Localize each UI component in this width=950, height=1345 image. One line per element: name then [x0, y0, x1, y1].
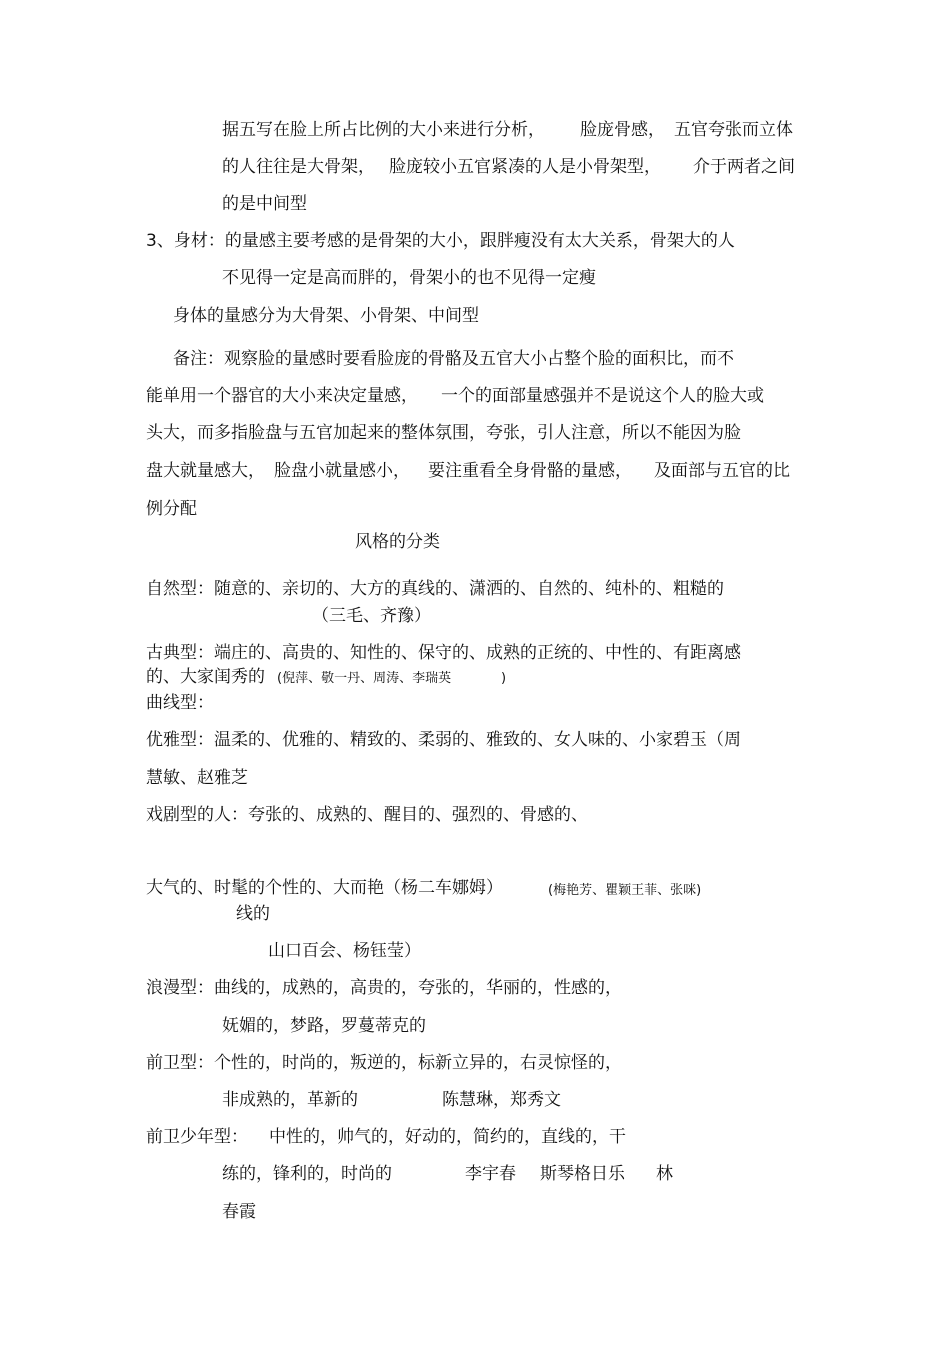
note-paragraph: 备注：观察脸的量感时要看脸庞的骨骼及五官大小占整个脸的面积比，而不	[173, 349, 734, 369]
text-line: 能单用一个器官的大小来决定量感， 一个的面部量感强并不是说这个人的脸大或	[146, 386, 764, 406]
section-title: 风格的分类	[355, 532, 440, 552]
text-line: 盘大就量感大， 脸盘小就量感小， 要注重看全身骨骼的量感， 及面部与五官的比	[146, 461, 790, 481]
style-curve: 曲线型：	[146, 693, 214, 713]
text-line: 的人往往是大骨架， 脸庞较小五官紧凑的人是小骨架型， 介于两者之间	[222, 157, 795, 177]
text-line: 妩媚的，梦路，罗蔓蒂克的	[222, 1016, 426, 1036]
style-elegant: 优雅型：温柔的、优雅的、精致的、柔弱的、雅致的、女人味的、小家碧玉（周	[146, 730, 741, 750]
text-line: 大气的、时髦的个性的、大而艳（杨二车娜姆） (梅艳芳、瞿颖王菲、张咪)	[146, 878, 702, 898]
text-line: 例分配	[146, 499, 197, 519]
text-line: 非成熟的，革新的 陈慧琳，郑秀文	[222, 1090, 561, 1110]
text-line: 春霞	[222, 1202, 256, 1222]
text-line: （三毛、齐豫）	[312, 606, 431, 626]
style-avant-garde: 前卫型：个性的，时尚的，叛逆的，标新立异的，右灵惊怪的，	[146, 1053, 622, 1073]
style-avant-garde-youth: 前卫少年型： 中性的，帅气的，好动的，简约的，直线的，干	[146, 1127, 626, 1147]
text-line: 的是中间型	[222, 194, 307, 214]
text-line: 据五写在脸上所占比例的大小来进行分析， 脸庞骨感， 五官夸张而立体	[222, 120, 793, 140]
style-classic: 古典型：端庄的、高贵的、知性的、保守的、成熟的正统的、中性的、有距离感	[146, 643, 741, 663]
text-line: 慧敏、赵雅芝	[146, 768, 248, 788]
text-line: 线的	[236, 904, 270, 924]
style-natural: 自然型：随意的、亲切的、大方的真线的、潇洒的、自然的、纯朴的、粗糙的	[146, 579, 724, 599]
text-line: 身体的量感分为大骨架、小骨架、中间型	[173, 306, 479, 326]
text-line: 练的，锋利的，时尚的 李宇春 斯琴格日乐 林	[222, 1164, 673, 1184]
style-dramatic: 戏剧型的人：夸张的、成熟的、醒目的、强烈的、骨感的、	[146, 805, 588, 825]
style-romantic: 浪漫型：曲线的，成熟的，高贵的，夸张的，华丽的，性感的，	[146, 978, 622, 998]
text-line: 不见得一定是高而胖的，骨架小的也不见得一定瘦	[222, 268, 596, 288]
section-heading-body: 3、身材：的量感主要考感的是骨架的大小，跟胖瘦没有太大关系，骨架大的人	[146, 231, 735, 251]
text-line: 头大，而多指脸盘与五官加起来的整体氛围，夸张，引人注意，所以不能因为脸	[146, 423, 741, 443]
text-line: 的、大家闺秀的 (倪萍、敬一丹、周涛、李瑞英 )	[146, 667, 507, 687]
text-line: 山口百会、杨钰莹）	[268, 941, 421, 961]
